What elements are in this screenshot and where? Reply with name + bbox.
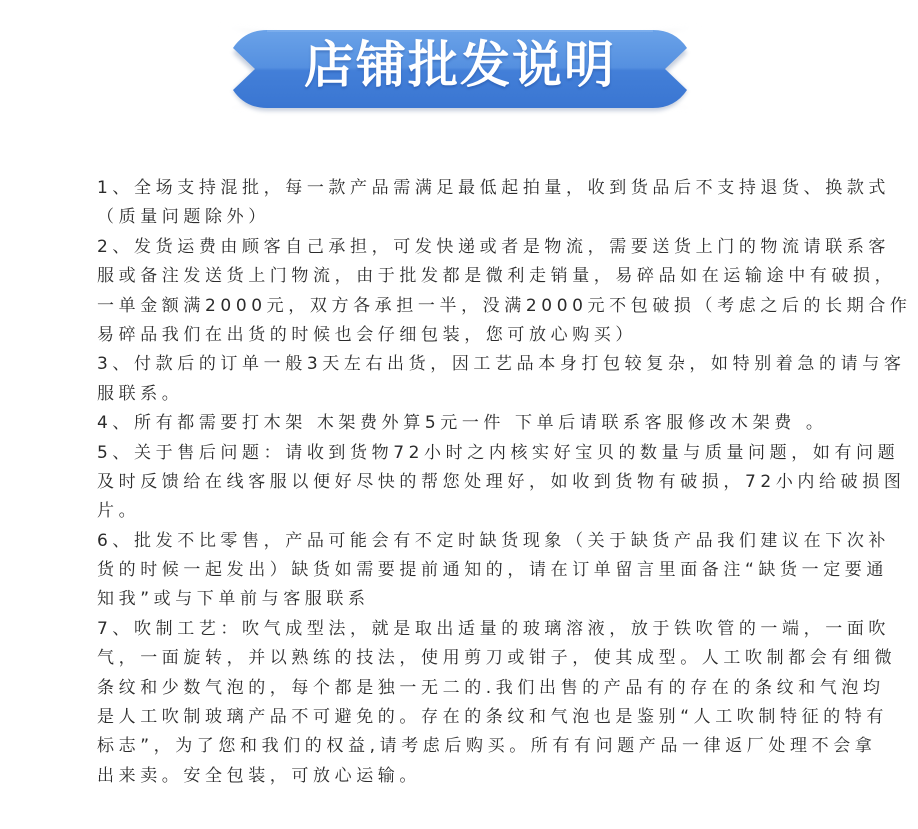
title-banner [205,18,715,118]
term-line: 气，一面旋转，并以熟练的技法，使用剪刀或钳子，使其成型。人工吹制都会有细微 [97,648,897,669]
term-line: （质量问题除外） [97,207,270,228]
term-line: 服联系。 [97,383,184,404]
term-item-3 [97,350,906,409]
term-line: 片。 [97,501,141,522]
term-line: 1、全场支持混批，每一款产品需满足最低起拍量，收到货品后不支持退货、换款式 [97,178,891,198]
term-line: 4、所有都需要打木架 木架费外算5元一件 下单后请联系客服修改木架费 。 [97,413,828,434]
term-item-4 [97,409,887,438]
term-line: 标志”，为了您和我们的权益,请考虑后购买。所有有问题产品一律返厂处理不会拿 [97,736,877,757]
term-line: 货的时候一起发出）缺货如需要提前通知的，请在订单留言里面备注“缺货一定要通 [97,560,889,581]
term-item-1 [97,174,891,233]
banner-title: 店铺批发说明 [304,36,616,94]
term-line: 及时反馈给在线客服以便好尽快的帮您处理好，如收到货物有破损，72小内给破损图 [97,471,906,492]
term-item-5 [97,439,906,527]
wholesale-terms [97,174,912,791]
term-item-2 [97,233,912,351]
term-line: 2、发货运费由顾客自己承担，可发快递或者是物流，需要送货上门的物流请联系客 [97,236,891,257]
term-line: 7、吹制工艺：吹气成型法，就是取出适量的玻璃溶液，放于铁吹管的一端，一面吹 [97,618,891,639]
term-line: 易碎品我们在出货的时候也会仔细包装，您可放心购买） [97,324,637,345]
term-line: 3、付款后的订单一般3天左右出货，因工艺品本身打包较复杂，如特别着急的请与客 [97,354,906,375]
term-line: 5、关于售后问题：请收到货物72小时之内核实好宝贝的数量与质量问题，如有问题 [97,442,900,463]
term-item-6 [97,527,891,615]
term-line: 服或备注发送货上门物流，由于批发都是微利走销量，易碎品如在运输途中有破损， [97,266,897,287]
term-line: 6、批发不比零售，产品可能会有不定时缺货现象（关于缺货产品我们建议在下次补 [97,530,891,551]
term-line: 一单金额满2000元，双方各承担一半，没满2000元不包破损（考虑之后的长期合作 [97,295,912,316]
term-line: 出来卖。安全包装，可放心运输。 [97,765,421,786]
term-line: 知我”或与下单前与客服联系 [97,589,370,610]
term-line: 是人工吹制玻璃产品不可避免的。存在的条纹和气泡也是鉴别“人工吹制特征的特有 [97,707,889,728]
term-item-7 [97,615,897,791]
term-line: 条纹和少数气泡的，每个都是独一无二的.我们出售的产品有的存在的条纹和气泡均 [97,677,885,698]
